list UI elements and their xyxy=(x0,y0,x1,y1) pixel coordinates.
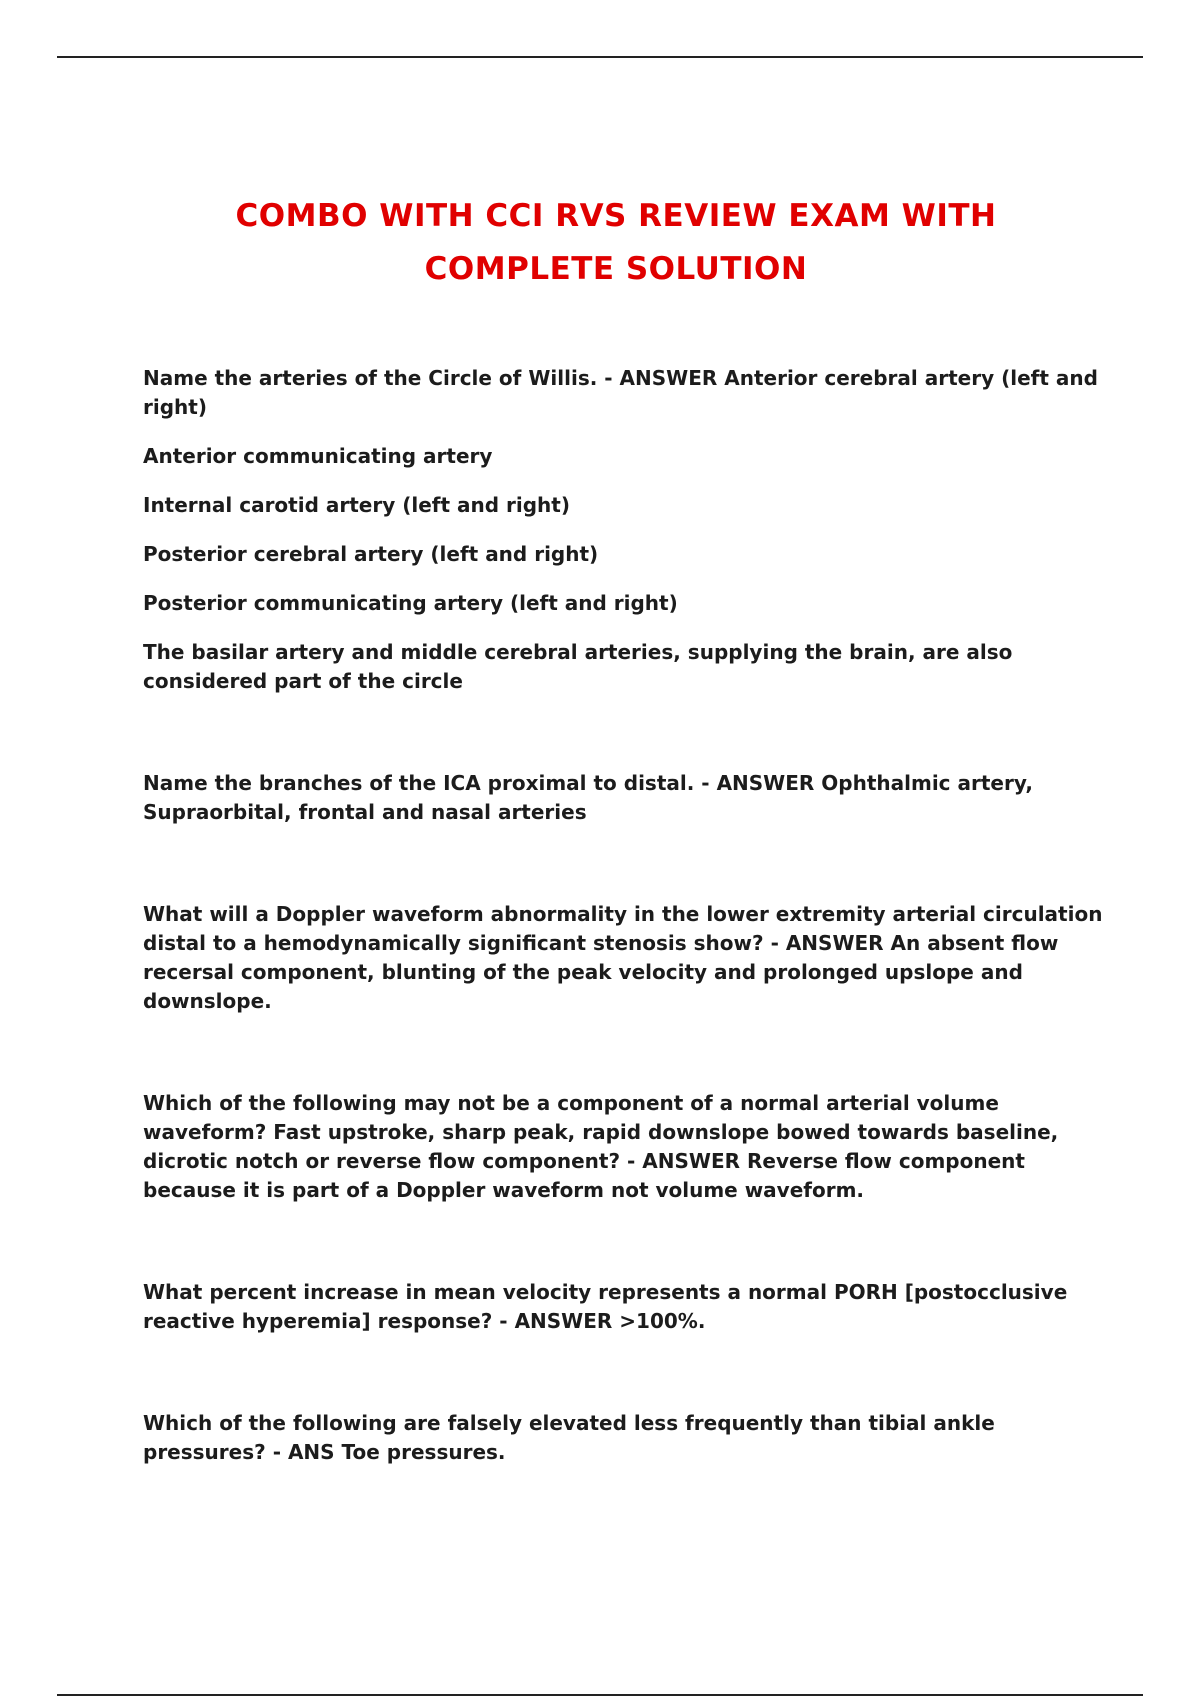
paragraph-answer-line: Internal carotid artery (left and right) xyxy=(143,493,570,517)
paragraph-question-6: Which of the following are falsely elevated less frequently than tibial ankle pressures? - ANS Toe pressures. xyxy=(143,1411,995,1464)
paragraph-question-1: Name the arteries of the Circle of Willis. - ANSWER Anterior cerebral artery (left and right) xyxy=(143,366,1098,419)
paragraph-answer-line: The basilar artery and middle cerebral arteries, supplying the brain, are also considered part of the circle xyxy=(143,640,1013,693)
paragraph-answer-line: Anterior communicating artery xyxy=(143,444,493,468)
paragraph-question-3: What will a Doppler waveform abnormality in the lower extremity arterial circulation distal to a hemodynamically significant stenosis show? - ANSWER An absent flow recersal component, blunting of the peak velocity and prolonged upslope and downslope. xyxy=(143,902,1103,1013)
paragraph-answer-line: Posterior cerebral artery (left and right) xyxy=(143,542,599,566)
bottom-divider xyxy=(57,1694,1143,1696)
document-body xyxy=(143,364,1103,1467)
paragraph-question-5: What percent increase in mean velocity represents a normal PORH [postocclusive reactive hyperemia] response? - ANSWER >100%. xyxy=(143,1280,1068,1333)
top-divider xyxy=(57,56,1143,58)
title-line-1: COMBO WITH CCI RVS REVIEW EXAM WITH xyxy=(235,198,997,234)
document-title xyxy=(150,190,1082,296)
paragraph-question-2: Name the branches of the ICA proximal to distal. - ANSWER Ophthalmic artery, Supraorbital, frontal and nasal arteries xyxy=(143,771,1033,824)
paragraph-answer-line: Posterior communicating artery (left and right) xyxy=(143,591,678,615)
title-line-2: COMPLETE SOLUTION xyxy=(424,251,808,287)
paragraph-question-4: Which of the following may not be a component of a normal arterial volume waveform? Fast upstroke, sharp peak, rapid downslope bowed towards baseline, dicrotic notch or reverse flow component? - ANSWER Reverse flow component because it is part of a Doppler waveform not volume waveform. xyxy=(143,1091,1059,1202)
